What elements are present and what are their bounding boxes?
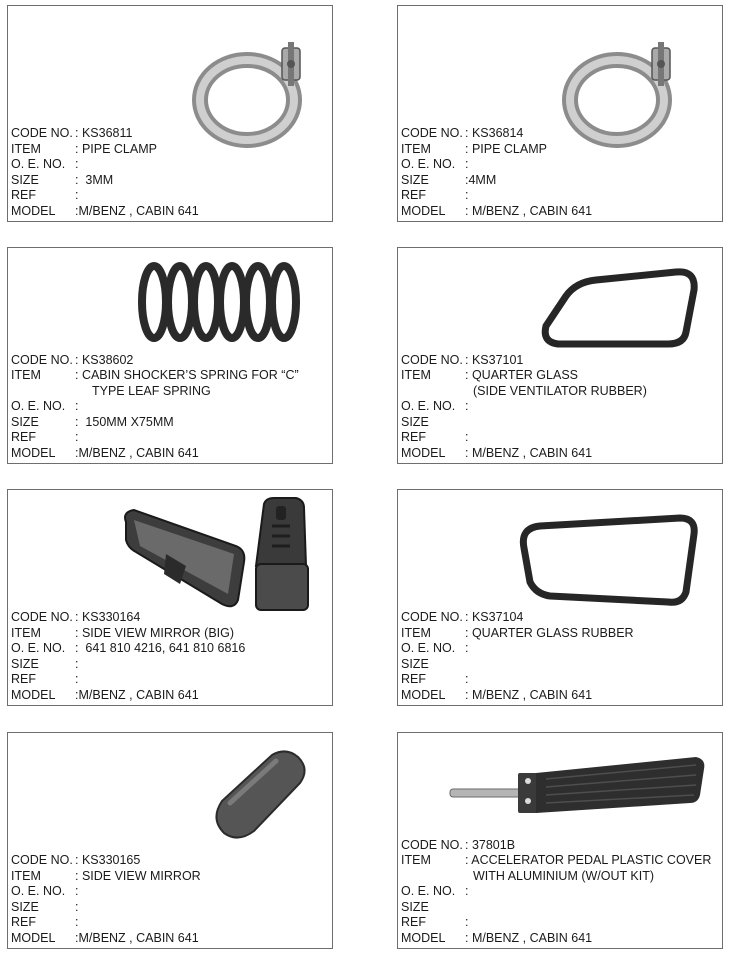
oe-value: :	[465, 157, 469, 171]
product-info	[401, 353, 647, 462]
oe-value: :	[75, 884, 79, 898]
item-value: : CABIN SHOCKER’S SPRING FOR “C”	[75, 368, 299, 382]
model-value: : M/BENZ , CABIN 641	[465, 445, 593, 460]
code-label: CODE NO.	[401, 352, 463, 367]
model-label: MODEL	[401, 445, 446, 460]
item-label: ITEM	[401, 141, 431, 156]
side-view-mirror-big-photo	[116, 496, 326, 614]
item-value: : QUARTER GLASS RUBBER	[465, 625, 634, 640]
item-label: ITEM	[11, 625, 41, 640]
size-value: :4MM	[465, 172, 497, 187]
ref-label: REF	[11, 430, 36, 444]
code-label: CODE NO.	[11, 853, 73, 867]
model-label: MODEL	[401, 687, 446, 702]
oe-value: :	[465, 884, 469, 898]
side-view-mirror-photo	[206, 747, 310, 843]
product-card	[7, 732, 333, 949]
quarter-glass-rubber-photo	[536, 266, 706, 350]
code-value: : KS37101	[465, 352, 524, 367]
model-value: : M/BENZ , CABIN 641	[465, 930, 593, 945]
size-label: SIZE	[401, 414, 429, 429]
size-value: :	[75, 656, 79, 671]
product-card	[397, 247, 723, 464]
ref-value: :	[465, 430, 469, 444]
oe-label: O. E. NO.	[401, 157, 456, 171]
size-value: : 150MM X75MM	[75, 414, 174, 429]
product-card	[7, 247, 333, 464]
oe-value: :	[465, 399, 469, 413]
model-label: MODEL	[11, 687, 56, 702]
model-value: :M/BENZ , CABIN 641	[75, 445, 199, 460]
ref-value: :	[75, 430, 79, 444]
code-value: : KS330165	[75, 853, 141, 867]
model-value: :M/BENZ , CABIN 641	[75, 930, 199, 945]
pipe-clamp-photo	[192, 40, 312, 150]
oe-label: O. E. NO.	[401, 399, 456, 413]
code-label: CODE NO.	[11, 610, 73, 624]
oe-label: O. E. NO.	[401, 884, 456, 898]
ref-value: :	[465, 915, 469, 929]
size-label: SIZE	[401, 899, 429, 914]
item-value: : PIPE CLAMP	[75, 141, 157, 156]
model-value: : M/BENZ , CABIN 641	[465, 203, 593, 218]
model-label: MODEL	[11, 445, 56, 460]
product-info	[11, 353, 299, 462]
size-label: SIZE	[401, 656, 429, 671]
size-value: :	[75, 899, 79, 914]
size-label: SIZE	[11, 172, 39, 187]
item-label: ITEM	[401, 368, 431, 382]
ref-label: REF	[401, 672, 426, 686]
item-value: : SIDE VIEW MIRROR	[75, 868, 201, 883]
ref-label: REF	[401, 188, 426, 202]
ref-value: :	[75, 188, 79, 202]
product-info	[11, 853, 201, 946]
oe-value: :	[465, 641, 469, 655]
ref-value: :	[465, 672, 469, 686]
model-label: MODEL	[401, 930, 446, 945]
oe-value: : 641 810 4216, 641 810 6816	[75, 641, 246, 655]
oe-label: O. E. NO.	[11, 399, 66, 413]
ref-label: REF	[11, 672, 36, 686]
ref-value: :	[75, 915, 79, 929]
item-value: : PIPE CLAMP	[465, 141, 547, 156]
item-value-continued: (SIDE VENTILATOR RUBBER)	[473, 383, 647, 398]
model-label: MODEL	[11, 203, 56, 218]
code-label: CODE NO.	[11, 126, 73, 140]
code-value: : KS37104	[465, 610, 524, 624]
accelerator-pedal-photo	[446, 751, 708, 817]
product-info	[11, 610, 245, 703]
ref-label: REF	[11, 915, 36, 929]
quarter-glass-rubber-photo	[510, 512, 702, 608]
code-label: CODE NO.	[401, 610, 463, 624]
oe-label: O. E. NO.	[11, 641, 66, 655]
model-label: MODEL	[11, 930, 56, 945]
product-info	[401, 126, 592, 219]
oe-value: :	[75, 399, 79, 413]
ref-value: :	[75, 672, 79, 686]
size-value: : 3MM	[75, 172, 114, 187]
oe-value: :	[75, 157, 79, 171]
code-value: : 37801B	[465, 837, 516, 852]
item-value: : SIDE VIEW MIRROR (BIG)	[75, 625, 235, 640]
product-info	[401, 838, 711, 947]
model-value: :M/BENZ , CABIN 641	[75, 687, 199, 702]
model-value: :M/BENZ , CABIN 641	[75, 203, 199, 218]
item-label: ITEM	[11, 868, 41, 883]
size-label: SIZE	[11, 899, 39, 914]
ref-label: REF	[401, 430, 426, 444]
item-value: : ACCELERATOR PEDAL PLASTIC COVER	[465, 853, 712, 867]
item-value-continued: WITH ALUMINIUM (W/OUT KIT)	[473, 868, 655, 883]
product-card	[397, 732, 723, 949]
code-value: : KS36814	[465, 126, 524, 140]
model-label: MODEL	[401, 203, 446, 218]
oe-label: O. E. NO.	[401, 641, 456, 655]
size-label: SIZE	[401, 172, 429, 187]
code-label: CODE NO.	[401, 126, 463, 140]
product-info	[11, 126, 199, 219]
code-value: : KS330164	[75, 610, 141, 624]
code-label: CODE NO.	[401, 837, 463, 852]
size-label: SIZE	[11, 656, 39, 671]
product-card	[397, 5, 723, 222]
item-label: ITEM	[11, 368, 41, 382]
code-value: : KS36811	[75, 126, 133, 140]
code-value: : KS38602	[75, 352, 134, 367]
item-label: ITEM	[11, 141, 41, 156]
code-label: CODE NO.	[11, 352, 73, 367]
ref-value: :	[465, 188, 469, 202]
ref-label: REF	[11, 188, 36, 202]
product-card	[7, 489, 333, 706]
product-info	[401, 610, 634, 703]
oe-label: O. E. NO.	[11, 157, 66, 171]
size-label: SIZE	[11, 414, 39, 429]
product-card	[7, 5, 333, 222]
model-value: : M/BENZ , CABIN 641	[465, 687, 593, 702]
ref-label: REF	[401, 915, 426, 929]
oe-label: O. E. NO.	[11, 884, 66, 898]
item-label: ITEM	[401, 853, 431, 867]
item-label: ITEM	[401, 625, 431, 640]
item-value-continued: TYPE LEAF SPRING	[92, 383, 211, 398]
item-value: : QUARTER GLASS	[465, 368, 578, 382]
coil-spring-photo	[132, 260, 312, 344]
product-card	[397, 489, 723, 706]
